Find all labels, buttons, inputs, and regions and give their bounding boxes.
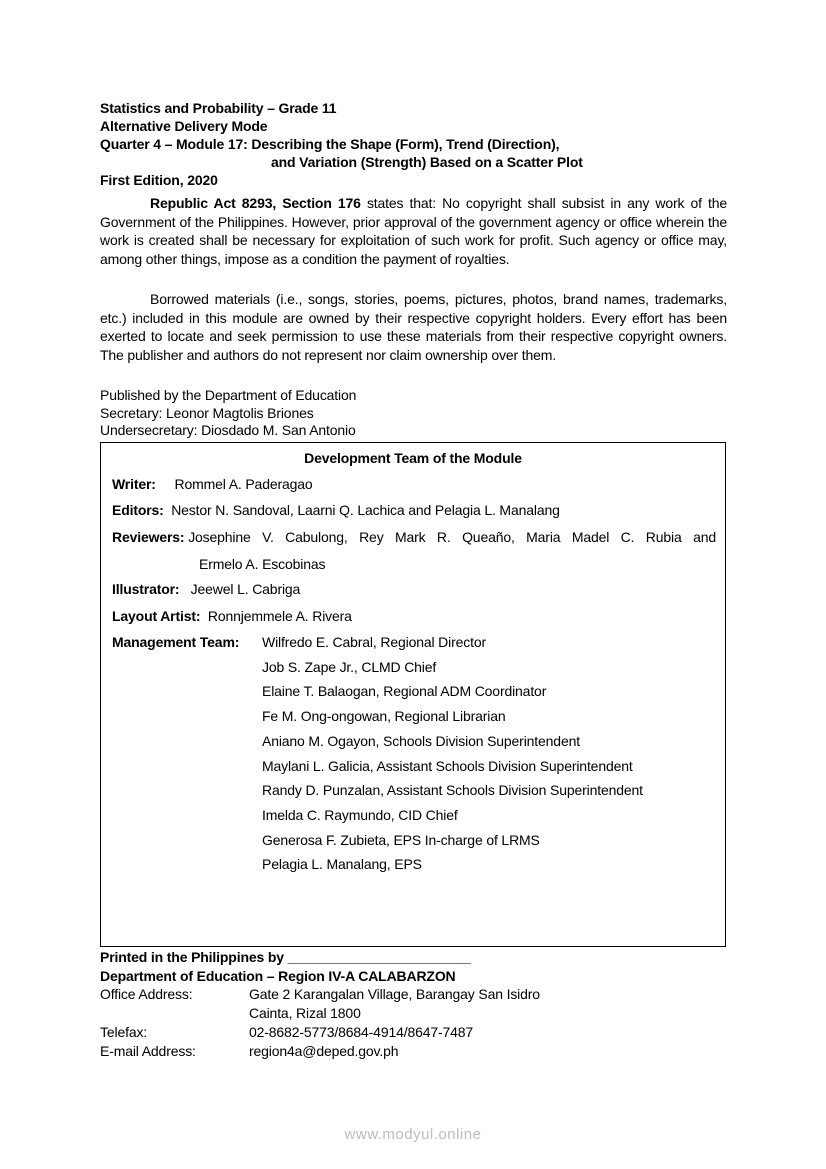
office-address: Gate 2 Karangalan Village, Barangay San Isidro (249, 986, 540, 1003)
development-team-box (100, 442, 726, 947)
illustrator-label: Illustrator: (112, 581, 180, 597)
telefax-value: 02-8682-5773/8684-4914/8647-7487 (249, 1023, 474, 1040)
layout-artist-row (112, 608, 352, 624)
office-address-row (100, 985, 540, 1004)
printed-by: Printed in the Philippines by ________________________ (100, 949, 471, 965)
edition: First Edition, 2020 (100, 172, 218, 188)
publisher-info (100, 387, 356, 440)
undersecretary: Undersecretary: Diosdado M. San Antonio (100, 422, 356, 439)
management-member: Wilfredo E. Cabral, Regional Director (262, 634, 486, 650)
module-title: Quarter 4 – Module 17: Describing the Shape (Form), Trend (Direction), (100, 136, 560, 152)
reviewers-label: Reviewers: (112, 529, 185, 545)
management-member: Fe M. Ong-ongowan, Regional Librarian (262, 708, 506, 725)
email-label: E-mail Address: (100, 1042, 196, 1059)
email-row (100, 1042, 540, 1061)
management-member: Elaine T. Balaogan, Regional ADM Coordinator (262, 683, 547, 700)
delivery-mode: Alternative Delivery Mode (100, 118, 268, 134)
management-member: Imelda C. Raymundo, CID Chief (262, 806, 458, 823)
watermark: www.modyul.online (344, 1126, 482, 1143)
module-header (100, 99, 740, 189)
editors-label: Editors: (112, 502, 164, 518)
illustrator-row (112, 581, 300, 597)
writer-name: Rommel A. Paderagao (174, 476, 313, 492)
footer (100, 948, 540, 1060)
reviewers-names: Josephine V. Cabulong, Rey Mark R. Queaño, Maria Madel C. Rubia and (188, 529, 716, 545)
copyright-notice (100, 194, 727, 268)
telefax-row (100, 1023, 540, 1042)
subject-title: Statistics and Probability – Grade 11 (100, 100, 337, 116)
illustrator-name: Jeewel L. Cabriga (190, 581, 301, 597)
management-member: Randy D. Punzalan, Assistant Schools Division Superintendent (262, 782, 643, 799)
email-value: region4a@deped.gov.ph (249, 1042, 399, 1059)
secretary: Secretary: Leonor Magtolis Briones (100, 404, 314, 421)
editors-names: Nestor N. Sandoval, Laarni Q. Lachica and Pelagia L. Manalang (171, 502, 560, 518)
copyright-text: states that: No copyright shall subsist in any work of the Government of the Philippines. However, prior approval of the government agency or office wherein the work is created shall be necessary for exploitation of such work for profit. Such agency or office may, among other things, impose as a condition the payment of royalties. (100, 195, 727, 267)
region-office: Department of Education – Region IV-A CALABARZON (100, 967, 456, 984)
management-member: Maylani L. Galicia, Assistant Schools Division Superintendent (262, 757, 633, 774)
borrowed-materials-notice (100, 290, 727, 364)
management-label: Management Team: (112, 634, 240, 650)
published-by: Published by the Department of Education (100, 387, 357, 403)
module-title-cont: and Variation (Strength) Based on a Scatter Plot (271, 154, 583, 170)
writer-row (112, 476, 313, 492)
layout-artist-label: Layout Artist: (112, 608, 201, 624)
editors-row (112, 502, 560, 518)
management-member: Aniano M. Ogayon, Schools Division Superintendent (262, 732, 580, 749)
reviewers-names-cont: Ermelo A. Escobinas (199, 556, 326, 572)
borrowed-materials-text: Borrowed materials (i.e., songs, stories, poems, pictures, photos, brand names, trademarks, etc.) included in this module are owned by their respective copyright holders. Every effort has been exerted to locate and seek permission to use these materials from their respective copyright owners. The publisher and authors do not represent nor claim ownership over them. (100, 291, 727, 363)
republic-act-ref: Republic Act 8293, Section 176 (150, 195, 361, 211)
management-member: Generosa F. Zubieta, EPS In-charge of LRMS (262, 831, 540, 848)
office-address-label: Office Address: (100, 986, 193, 1003)
reviewers-row (112, 529, 716, 545)
writer-label: Writer: (112, 476, 156, 492)
office-address-cont: Cainta, Rizal 1800 (249, 1005, 361, 1022)
management-member: Job S. Zape Jr., CLMD Chief (262, 658, 437, 675)
team-title: Development Team of the Module (304, 450, 522, 466)
layout-artist-name: Ronnjemmele A. Rivera (207, 608, 352, 624)
office-address-row-2 (100, 1004, 540, 1023)
management-member: Pelagia L. Manalang, EPS (262, 856, 422, 873)
telefax-label: Telefax: (100, 1023, 148, 1040)
